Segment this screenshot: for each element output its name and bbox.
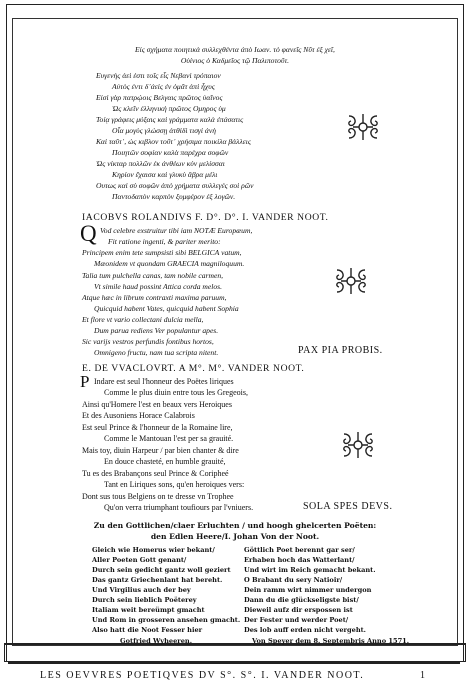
french-line: Tant en Liriques sons, qu'en heroiques vers: <box>104 480 245 489</box>
greek-line: Ουτως καὶ σὺ σοφῶν ἀπὸ χρήματα συλλεγές σοὶ ρῶν <box>96 181 254 190</box>
greek-header-1: Εἰς σχήματα ποιητικὰ συλλεχθέντα ἀπὸ Ιωαν. τὸ φανεῖς Νῦτ ἐξ χεῖ, <box>135 45 335 54</box>
latin-line: Et flore vt vario collectani dulcia mella, <box>82 315 204 324</box>
greek-line: Ὡς κλεῖν ἐλληνικὴ πρῶτος Ομηρος ὑμ <box>112 104 226 113</box>
latin-line: Dum parua rediens Ver populantur apes. <box>94 326 219 335</box>
greek-line: Κηρίον ἔχαισα καὶ γλυκὺ ἄβρα μέλι <box>112 170 218 179</box>
greek-header-2: Οὐίνιος ὁ Καδμεῖος τῷ Παλιποτοῦτ. <box>180 56 290 65</box>
german-heading-2: den Edlen Heere/I. Johan Von der Noot. <box>150 532 320 541</box>
greek-line: Καὶ ταῦτ᾽, ὡς κιβλον τοῦτ᾽ χρήσιμα ποικίλα βάλλεις <box>96 137 251 146</box>
german-signature: Gotfried Wyheeren. <box>120 637 193 645</box>
latin-line: Omnigeno fructu, nam tua scripta nitent. <box>94 348 219 357</box>
latin-line: Mæonidem vt quondam GRAECIA magniloquum. <box>94 259 245 268</box>
german-right-line: Und wirt im Reich gemacht bekant. <box>244 566 376 574</box>
french-line: Mais toy, diuin Harpeur / par bien chanter & dire <box>82 446 239 455</box>
french-motto: SOLA SPES DEVS. <box>303 501 393 512</box>
german-right-line: Erhaben hoch das Watterlant/ <box>244 556 355 564</box>
french-line: Ainsi qu'Homere l'est en beaux vers Heroiques <box>82 400 232 409</box>
german-right-line: Des lob auff erden nicht vergeht. <box>244 626 366 634</box>
german-right-line: Dann du die glückseligste bist/ <box>244 596 359 604</box>
latin-line: Atque hæc in librum contraxti maxima paruum, <box>82 293 227 302</box>
greek-line: Ποιητῶν σοφίαν καλὰ παρὲχρα σοφῶν <box>112 148 229 157</box>
greek-line: Αὐτὸς ἐντι δ᾽ἀεὶς ἐν ὀμᾶτ ἀπὶ ἦχυς <box>112 82 215 91</box>
french-heading: E. DE VVACLOVRT. A M°. M°. VANDER NOOT. <box>82 363 305 374</box>
greek-line: Εἰσὶ γὰρ πατρῴοις Βελγαις πρῶτος ὑαῖνος <box>96 93 223 102</box>
german-left-line: Und Rom in grosseren ansehen gmacht. <box>92 616 241 624</box>
german-heading-1: Zu den Gottlichen/claer Erluchten / und hoogh ghelcerten Poëten: <box>93 521 377 530</box>
greek-line: Ὡς νίκταρ πολλῶν ἐκ ἀνθέων κύν μελίσσαι <box>96 159 225 168</box>
latin-line: Principem enim tete sumpsisti sibi BELGICA vatum, <box>82 248 242 257</box>
page-number: 1 <box>420 670 427 681</box>
drop-cap-p: P <box>80 372 90 391</box>
floral-ornament-french <box>340 430 376 460</box>
drop-cap-q: Q <box>80 221 97 246</box>
french-line: Tu es des Brabançons seul Prince & Coripheé <box>82 469 229 478</box>
greek-line: Οἷα μογὺς γλώσσῃ ἀτθὶδὶ τισγὶ ἀνὴ <box>112 126 217 135</box>
latin-line: Quicquid habent Vates, quicquid habent Sophia <box>94 304 239 313</box>
german-left-line: Also hatt die Noot Fesser hier <box>92 626 203 634</box>
french-line: Dont sus tous Belgiens on te dresse vn Trophee <box>82 492 234 501</box>
german-right-line: O Brabant du sery Natioir/ <box>244 576 343 584</box>
german-left-line: Italiam weit bereümpt gmacht <box>92 606 205 614</box>
running-title: LES OEVVRES POETIQVES DV S°. S°. I. VANDER NOOT. <box>40 670 365 681</box>
french-line: Est seul Prince & l'honneur de la Romaine lire, <box>82 423 233 432</box>
latin-line: Fit ratione ingenti, & pariter merito: <box>108 237 221 246</box>
german-right-line: Göttlich Poet berennt gar ser/ <box>244 546 355 554</box>
page-footer <box>0 666 470 686</box>
greek-line: Παντοδαπὸν καρπὸν ξυμφέρον ἐξ λογῶν. <box>112 192 236 201</box>
latin-line: Sic varijs vestros perfundis fontibus hortos, <box>82 337 214 346</box>
german-right-line: Dein ramm wirt nimmer undergon <box>244 586 372 594</box>
latin-line: Vod celebre exstruitur tibi iam NOTÆ Europæum, <box>100 226 253 235</box>
greek-line: Τοίᾳ γράφεις μύξαις καὶ γράμματα καλὰ ἐπάσατις <box>96 115 244 124</box>
floral-ornament-latin <box>333 266 369 296</box>
latin-heading: IACOBVS ROLANDIVS F. D°. D°. I. VANDER NOOT. <box>82 212 329 223</box>
french-line: Comme le Mantouan l'est per sa grauité. <box>104 434 234 443</box>
french-line: En douce chasteté, en humble grauité, <box>104 457 226 466</box>
german-right-line: Dieweil aufz dir erspossen ist <box>244 606 353 614</box>
german-dateline: Von Speyer dem 8. Septembris Anno 1571. <box>252 637 410 645</box>
french-line: Et des Ausoniens Horace Calabrois <box>82 411 195 420</box>
french-line: Qu'on verra triumphant toufiours par l'vniuers. <box>104 503 254 512</box>
floral-ornament-greek <box>345 112 381 142</box>
german-left-line: Durch sein lieblich Poëterey <box>92 596 197 604</box>
french-line: Indare est seul l'honneur des Poëtes liriques <box>94 377 234 386</box>
german-left-line: Durch sein gedicht gantz woll geziert <box>92 566 231 574</box>
german-left-line: Gleich wie Homerus wier bekant/ <box>92 546 215 554</box>
french-line: Comme le plus diuin entre tous les Gregeois, <box>104 388 248 397</box>
german-left-line: Und Virgilius auch der bey <box>92 586 191 594</box>
german-left-line: Aller Poeten Gott genant/ <box>92 556 187 564</box>
greek-line: Ευγενὴς ἀεὶ ἐστι τοῖς εἷς Νεβανὶ τρόπαιον <box>96 71 221 80</box>
page-border-inner <box>12 18 458 646</box>
german-right-line: Der Fester und werder Poet/ <box>244 616 349 624</box>
latin-line: Talia tum pulchella canas, tam nobile carmen, <box>82 271 224 280</box>
german-left-line: Das gantz Griechenlant hat bereht. <box>92 576 223 584</box>
pedestal-base <box>8 662 460 664</box>
latin-line: Vt simile haud possint Attica corda melos. <box>94 282 223 291</box>
latin-motto: PAX PIA PROBIS. <box>298 345 383 356</box>
